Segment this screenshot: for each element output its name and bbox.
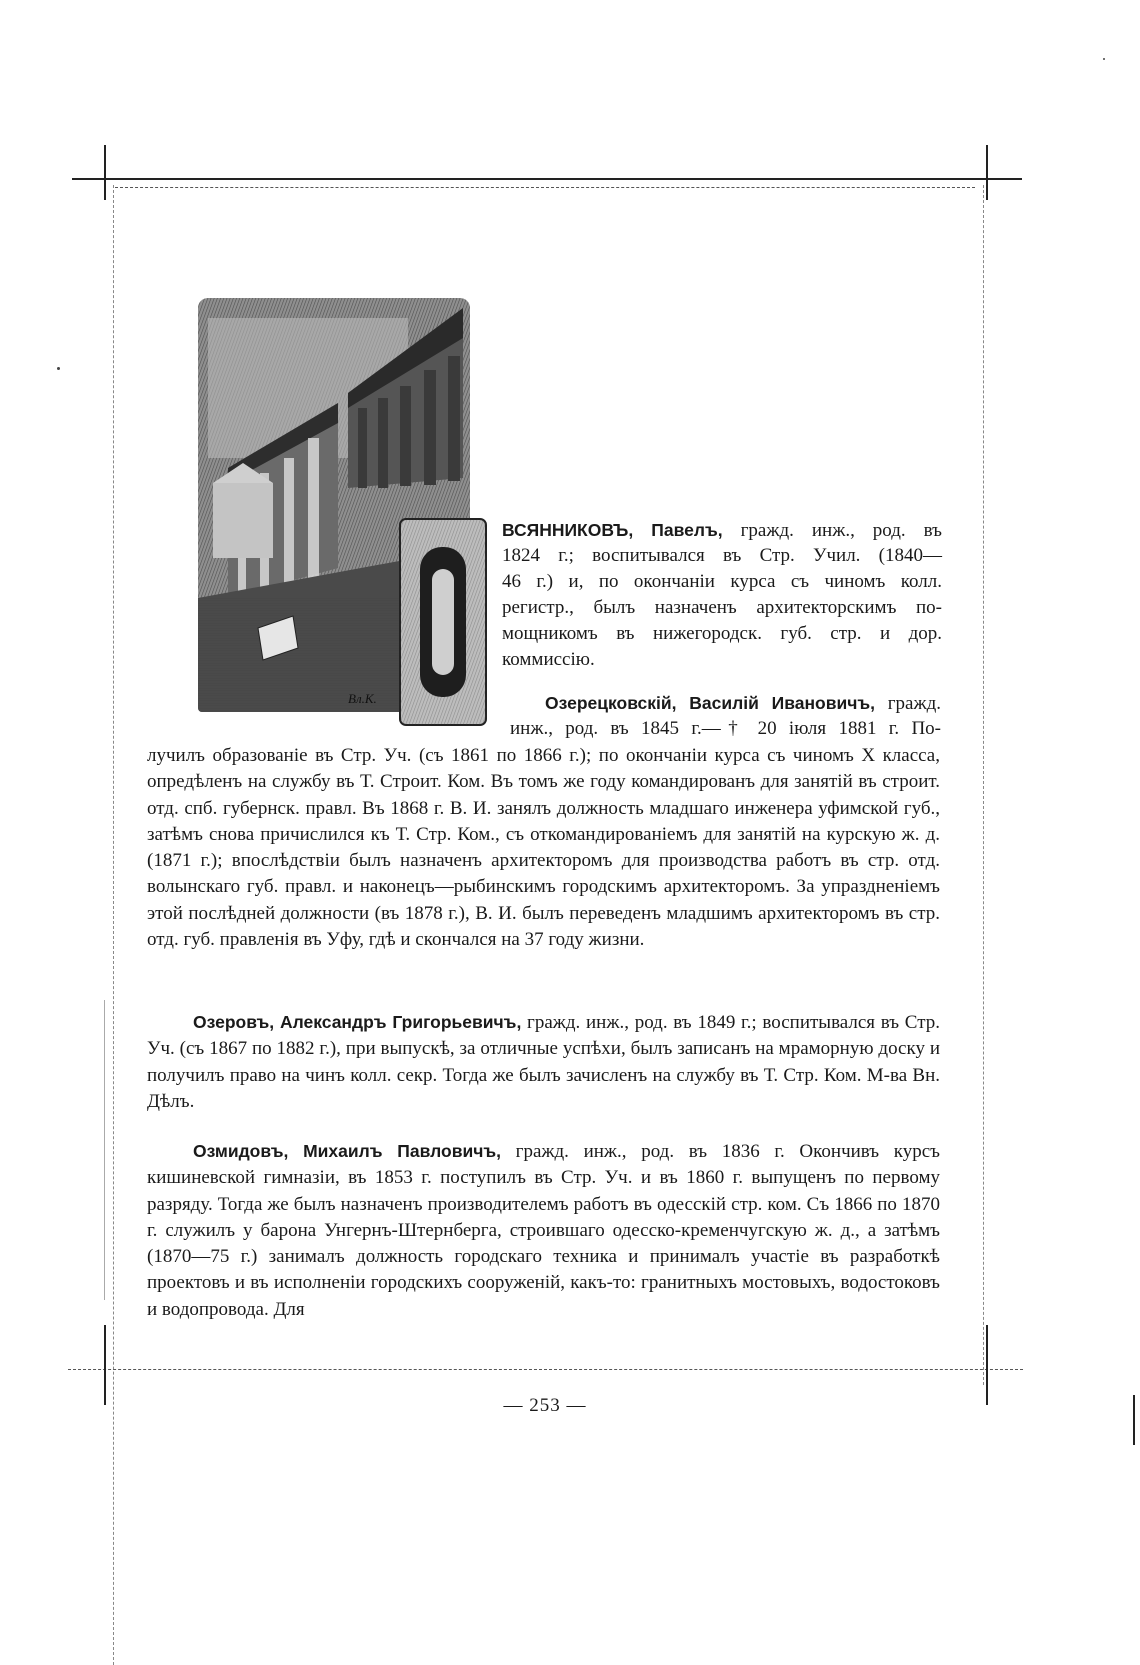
margin-speck (1103, 58, 1105, 60)
bottom-dashed-rule (68, 1369, 1023, 1370)
entry-body: гражд. инж., род. въ 1836 г. Окончивъ курсъ кишиневской гимназіи, въ 1853 г. поступилъ въ Стр. Уч. и въ 1860 г. выпущенъ по первому разряду. Тогда же былъ назначенъ производителемъ работъ въ одесскій стр. ком. Съ 1866 по 1870 г. служилъ у барона Унгернъ-Штернберга, строившаго одесско-кременчугскую ж. д., а затѣмъ (1870—75 г.) занималъ должность городскаго техника и принималъ участіе въ разработкѣ проектовъ и въ исполненіи городскихъ сооруженій, какъ-то: гранитныхъ мостовыхъ, водостоковъ и водопровода. Для (147, 1141, 940, 1320)
entry-text-line: гражд. (887, 693, 941, 714)
entry-paragraph (147, 1009, 940, 1115)
right-border-dashed (983, 185, 984, 1385)
entry-name: ВСЯННИКОВЪ, Павелъ, (502, 520, 723, 540)
entry-name: Озеровъ, Александръ Григорьевичъ, (193, 1012, 522, 1032)
entry-paragraph (147, 1138, 940, 1323)
edge-mark (1133, 1395, 1135, 1445)
entry-text-line: гражд. инж., род. въ (740, 520, 942, 541)
left-border-tick-bottom (104, 1325, 106, 1405)
right-border-tick-top (986, 145, 988, 200)
left-border-mid (104, 1000, 105, 1300)
top-border-line (72, 178, 1022, 180)
right-border-tick-bottom (986, 1325, 988, 1405)
entry-text-line: мощникомъ въ нижегородск. губ. стр. и дор. (502, 623, 942, 644)
left-border-tick-top (104, 145, 106, 200)
page-number: — 253 — (503, 1395, 587, 1416)
top-dashed-rule (115, 187, 975, 188)
entry-text-line: 1824 г.; воспитывался въ Стр. Учил. (1840— (502, 545, 942, 566)
entry-text-line: 46 г.) и, по окончаніи курса съ чиномъ колл. (502, 571, 942, 592)
entry-header-line (502, 517, 942, 544)
entry-text-line: коммиссію. (502, 649, 595, 670)
entry-name: Озерецковскій, Василій Ивановичъ, (545, 693, 876, 713)
entry-header-line (545, 690, 941, 717)
initial-letter-o (398, 517, 490, 729)
entry-text-line: инж., род. въ 1845 г.—† 20 іюля 1881 г. По- (510, 718, 941, 739)
entry-body: гражд. инж., род. въ 1849 г.; воспитывался въ Стр. Уч. (съ 1867 по 1882 г.), при выпускѣ, за отличные успѣхи, былъ записанъ на мраморную доску и получилъ право на чинъ колл. секр. Тогда же былъ зачисленъ на службу въ Т. Стр. Ком. М-ва Вн. Дѣлъ. (147, 1012, 941, 1112)
margin-speck (57, 367, 60, 370)
left-border-dashed (113, 185, 114, 1665)
engraving-signature: Вл.К. (348, 691, 377, 706)
entry-name: Озмидовъ, Михаилъ Павловичъ, (193, 1141, 501, 1161)
entry-body: лучилъ образованіе въ Стр. Уч. (съ 1861 по 1866 г.); по окончаніи курса съ чиномъ X класса, опредѣленъ на службу въ Т. Строит. Ком. Въ томъ же году командированъ для занятій въ строит. отд. спб. губернск. правл. Въ 1868 г. В. И. занялъ должность младшаго инженера уфимской губ., затѣмъ снова причислился къ Т. Стр. Ком., съ откомандированіемъ для занятій на курскую ж. д. (1871 г.); впослѣдствіи былъ назначенъ архитекторомъ для производства работъ въ стр. отд. волынскаго губ. правл. и наконецъ—рыбинскимъ городскимъ архитекторомъ. За упраздненіемъ этой послѣдней должности (въ 1878 г.), В. И. былъ переведенъ младшимъ архитекторомъ въ стр. отд. губ. правленія въ Уфу, гдѣ и скончался на 37 году жизни. (147, 745, 940, 951)
entry-text-line: регистр., былъ назначенъ архитекторскимъ по- (502, 597, 942, 618)
